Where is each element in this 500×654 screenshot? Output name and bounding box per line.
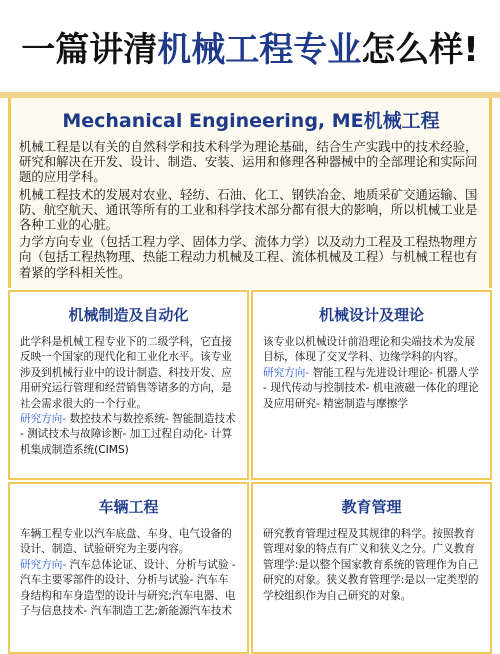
page-header [0,0,500,92]
card-title: 车辆工程 [98,498,159,516]
research-direction-label: 研究方向- [20,413,67,426]
card-text: 该专业以机械设计前沿理论和尖端技术为发展目标，体现了交叉学科、边缘学科的内容。 [263,336,475,364]
card-education-management [251,482,492,654]
intro-paragraph-2: 机械工程技术的发展对农业、轻纺、石油、化工、钢铁冶金、地质采矿交通运输、国防、航空航天、通讯等所有的工业和科学技术部分都有很大的影响，所以机械工业是各种工业的心脏。 [19,186,478,233]
research-direction-text: 汽车总体论证、设计、分析与试验 - 汽车主要零部件的设计、分析与试验- 汽车车身结构和车身造型的设计与研究;汽车电器、电子与信息技术- 汽车制造工艺;新能源汽车技术 [20,558,236,618]
title-prefix: 一篇讲清 [21,29,158,70]
card-body [263,335,480,412]
card-body [20,527,237,619]
card-text: 车辆工程专业以汽车底盘、车身、电气设备的设计、制造、试验研究为主要内容。 [20,528,232,556]
research-direction-text: 智能工程与先进设计理论- 机器人学 - 现代传动与控制技术- 机电液磁一体化的理论及应用研究- 精密制造与摩擦学 [263,366,479,410]
card-manufacturing-automation [8,290,249,480]
card-body [20,335,237,458]
card-title: 教育管理 [341,498,402,516]
intro-paragraph-3: 力学方向专业（包括工程力学、固体力学、流体力学）以及动力工程及工程热物理方向（包括工程热物理、热能工程动力机械及工程、流体机械及工程）与机械工程也有着紧的学科相关性。 [19,234,478,280]
research-direction-text: 数控技术与数控系统- 智能制造技术 - 测试技术与故障诊断- 加工过程自动化- 计算机集成制造系统(CIMS) [20,413,236,456]
page-title [21,22,479,71]
intro-title: Mechanical Engineering, ME机械工程 [62,110,440,132]
card-text: 研究教育管理过程及其规律的科学。按照教育管理对象的特点有广义和狭义之分。广义教育管理学:是以整个国家教育系统的管理作为自己研究的对象。狭义教育管理学:是以一定类型的学校组织作为自己研究的对象。 [263,528,479,602]
card-vehicle-engineering [8,482,249,654]
card-title: 机械制造及自动化 [68,306,189,324]
intro-paragraph-1: 机械工程是以有关的自然科学和技术科学为理论基础，结合生产实践中的技术经验，研究和解决在开发、设计、制造、安装、运用和修理各种器械中的全部理论和实际问题的应用学科。 [19,139,478,185]
research-direction-label: 研究方向- [20,558,67,571]
card-text: 此学科是机械工程专业下的二级学科，它直接反映一个国家的现代化和工业化水平。该专业涉及到机械行业中的设计制造、科技开发、应用研究运行管理和经营销售等诸多的方向，是社会需求很大的一个行业。 [20,336,232,410]
card-body [263,527,480,604]
research-direction-label: 研究方向- [263,366,310,379]
card-design-theory [251,290,492,480]
title-highlight: 机械工程专业 [157,29,362,70]
title-suffix: 怎么样! [361,29,479,70]
discipline-grid [8,290,492,654]
card-title: 机械设计及理论 [318,306,424,324]
intro-section [8,98,492,288]
